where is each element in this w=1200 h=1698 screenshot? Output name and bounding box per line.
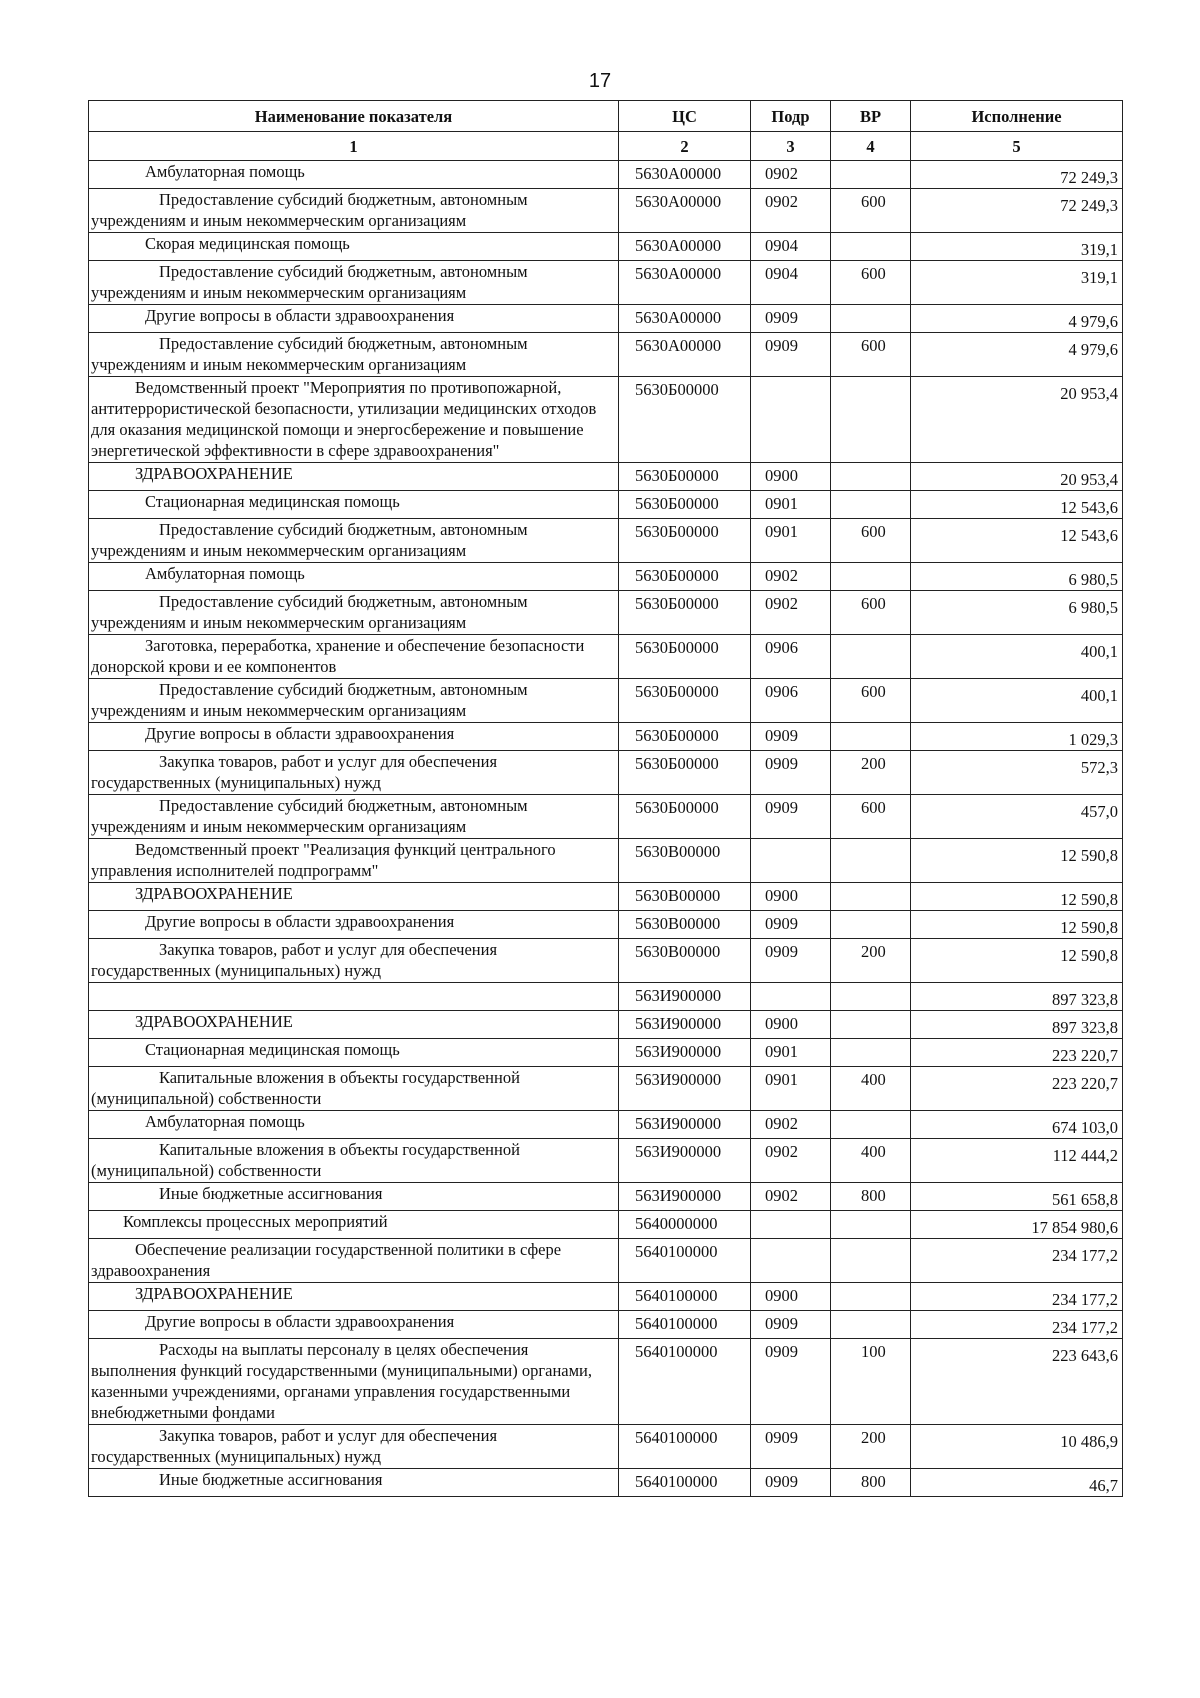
table-row — [89, 463, 1123, 491]
table-row — [89, 1239, 1123, 1283]
row-name: Предоставление субсидий бюджетным, автономным учреждениям и иным некоммерческим организациям — [89, 679, 619, 723]
row-cs: 5640000000 — [619, 1211, 751, 1239]
table-row — [89, 679, 1123, 723]
row-vr: 400 — [831, 1067, 911, 1111]
row-podr: 0901 — [751, 491, 831, 519]
row-podr: 0909 — [751, 723, 831, 751]
column-number: 3 — [751, 132, 831, 161]
row-podr: 0900 — [751, 883, 831, 911]
table-row — [89, 305, 1123, 333]
table-row — [89, 333, 1123, 377]
row-amount: 572,3 — [911, 751, 1123, 795]
row-cs: 5630В00000 — [619, 883, 751, 911]
row-amount: 457,0 — [911, 795, 1123, 839]
row-amount: 20 953,4 — [911, 463, 1123, 491]
row-podr: 0909 — [751, 795, 831, 839]
row-podr: 0909 — [751, 333, 831, 377]
row-podr: 0900 — [751, 1283, 831, 1311]
row-vr — [831, 883, 911, 911]
column-number: 4 — [831, 132, 911, 161]
row-name: Амбулаторная помощь — [89, 161, 619, 189]
row-vr — [831, 563, 911, 591]
row-vr: 200 — [831, 1425, 911, 1469]
row-cs: 5630Б00000 — [619, 723, 751, 751]
row-podr — [751, 839, 831, 883]
row-podr — [751, 983, 831, 1011]
table-row — [89, 261, 1123, 305]
row-podr: 0902 — [751, 1183, 831, 1211]
row-cs: 5640100000 — [619, 1283, 751, 1311]
row-cs: 5630А00000 — [619, 189, 751, 233]
row-amount: 12 590,8 — [911, 939, 1123, 983]
row-podr: 0902 — [751, 1111, 831, 1139]
table-header — [89, 101, 1123, 161]
table-row — [89, 795, 1123, 839]
row-vr — [831, 635, 911, 679]
table-row — [89, 189, 1123, 233]
row-vr — [831, 1311, 911, 1339]
row-podr: 0909 — [751, 1425, 831, 1469]
row-name — [89, 983, 619, 1011]
row-cs: 563И900000 — [619, 1183, 751, 1211]
row-podr — [751, 1211, 831, 1239]
header-cs: ЦС — [619, 101, 751, 132]
header-name: Наименование показателя — [89, 101, 619, 132]
table-row — [89, 723, 1123, 751]
row-cs: 5630А00000 — [619, 233, 751, 261]
row-vr — [831, 1211, 911, 1239]
table-row — [89, 377, 1123, 463]
table-row — [89, 751, 1123, 795]
row-amount: 234 177,2 — [911, 1311, 1123, 1339]
row-name: Предоставление субсидий бюджетным, автономным учреждениям и иным некоммерческим организациям — [89, 519, 619, 563]
row-amount: 561 658,8 — [911, 1183, 1123, 1211]
row-cs: 5630Б00000 — [619, 679, 751, 723]
row-podr: 0902 — [751, 161, 831, 189]
row-cs: 5630Б00000 — [619, 591, 751, 635]
row-name: Стационарная медицинская помощь — [89, 1039, 619, 1067]
row-cs: 563И900000 — [619, 1067, 751, 1111]
row-amount: 6 980,5 — [911, 563, 1123, 591]
row-podr: 0906 — [751, 679, 831, 723]
row-name: Иные бюджетные ассигнования — [89, 1469, 619, 1497]
row-podr: 0900 — [751, 463, 831, 491]
table-row — [89, 839, 1123, 883]
row-name: Скорая медицинская помощь — [89, 233, 619, 261]
row-name: Закупка товаров, работ и услуг для обеспечения государственных (муниципальных) нужд — [89, 751, 619, 795]
row-vr — [831, 377, 911, 463]
table-row — [89, 911, 1123, 939]
row-cs: 5630Б00000 — [619, 491, 751, 519]
row-cs: 5630Б00000 — [619, 377, 751, 463]
table-row — [89, 883, 1123, 911]
row-name: Ведомственный проект "Реализация функций центрального управления исполнителей подпрограмм" — [89, 839, 619, 883]
row-vr — [831, 723, 911, 751]
row-amount: 17 854 980,6 — [911, 1211, 1123, 1239]
table-row — [89, 491, 1123, 519]
row-amount: 12 543,6 — [911, 491, 1123, 519]
row-amount: 223 220,7 — [911, 1067, 1123, 1111]
row-name: Предоставление субсидий бюджетным, автономным учреждениям и иным некоммерческим организациям — [89, 189, 619, 233]
row-name: Расходы на выплаты персоналу в целях обеспечения выполнения функций государственными (муниципальными) органами, казенными учреждениями, органами управления государственными внебюджетными фондами — [89, 1339, 619, 1425]
row-vr — [831, 1239, 911, 1283]
column-number: 2 — [619, 132, 751, 161]
row-podr: 0909 — [751, 1339, 831, 1425]
row-podr — [751, 1239, 831, 1283]
row-vr — [831, 983, 911, 1011]
row-vr: 600 — [831, 333, 911, 377]
row-podr: 0902 — [751, 591, 831, 635]
page-number: 17 — [588, 70, 612, 92]
row-cs: 5630Б00000 — [619, 563, 751, 591]
table-row — [89, 1139, 1123, 1183]
row-name: ЗДРАВООХРАНЕНИЕ — [89, 883, 619, 911]
row-cs: 5630В00000 — [619, 911, 751, 939]
header-podr: Подр — [751, 101, 831, 132]
row-amount: 234 177,2 — [911, 1239, 1123, 1283]
table-row — [89, 1425, 1123, 1469]
row-podr: 0909 — [751, 1311, 831, 1339]
row-name: Ведомственный проект "Мероприятия по противопожарной, антитеррористической безопасности, утилизации медицинских отходов для оказания медицинской помощи и энергосбережение и повышение энергетической эффективности в сфере здравоохранения" — [89, 377, 619, 463]
row-name: ЗДРАВООХРАНЕНИЕ — [89, 463, 619, 491]
row-podr: 0909 — [751, 939, 831, 983]
table-row — [89, 1183, 1123, 1211]
row-amount: 12 590,8 — [911, 911, 1123, 939]
row-name: ЗДРАВООХРАНЕНИЕ — [89, 1283, 619, 1311]
row-name: Другие вопросы в области здравоохранения — [89, 305, 619, 333]
row-name: Амбулаторная помощь — [89, 1111, 619, 1139]
row-cs: 5640100000 — [619, 1469, 751, 1497]
header-vr: ВР — [831, 101, 911, 132]
table-row — [89, 635, 1123, 679]
row-amount: 20 953,4 — [911, 377, 1123, 463]
row-podr: 0909 — [751, 751, 831, 795]
row-amount: 319,1 — [911, 233, 1123, 261]
row-podr: 0901 — [751, 1039, 831, 1067]
row-amount: 12 590,8 — [911, 839, 1123, 883]
row-name: Капитальные вложения в объекты государственной (муниципальной) собственности — [89, 1067, 619, 1111]
row-name: ЗДРАВООХРАНЕНИЕ — [89, 1011, 619, 1039]
row-vr: 600 — [831, 795, 911, 839]
row-vr — [831, 1111, 911, 1139]
row-name: Амбулаторная помощь — [89, 563, 619, 591]
row-name: Другие вопросы в области здравоохранения — [89, 1311, 619, 1339]
row-amount: 72 249,3 — [911, 161, 1123, 189]
budget-table — [88, 100, 1123, 1497]
row-amount: 223 643,6 — [911, 1339, 1123, 1425]
row-vr — [831, 1039, 911, 1067]
row-vr: 600 — [831, 679, 911, 723]
row-cs: 5640100000 — [619, 1239, 751, 1283]
row-vr — [831, 839, 911, 883]
row-vr: 400 — [831, 1139, 911, 1183]
row-cs: 5630А00000 — [619, 161, 751, 189]
row-name: Закупка товаров, работ и услуг для обеспечения государственных (муниципальных) нужд — [89, 1425, 619, 1469]
row-podr: 0902 — [751, 189, 831, 233]
row-name: Закупка товаров, работ и услуг для обеспечения государственных (муниципальных) нужд — [89, 939, 619, 983]
row-vr: 100 — [831, 1339, 911, 1425]
row-podr: 0909 — [751, 911, 831, 939]
row-name: Иные бюджетные ассигнования — [89, 1183, 619, 1211]
row-name: Капитальные вложения в объекты государственной (муниципальной) собственности — [89, 1139, 619, 1183]
row-cs: 5630В00000 — [619, 839, 751, 883]
row-vr: 200 — [831, 751, 911, 795]
row-name: Стационарная медицинская помощь — [89, 491, 619, 519]
row-cs: 563И900000 — [619, 1011, 751, 1039]
row-amount: 234 177,2 — [911, 1283, 1123, 1311]
row-amount: 4 979,6 — [911, 305, 1123, 333]
row-podr: 0904 — [751, 233, 831, 261]
row-podr: 0906 — [751, 635, 831, 679]
row-amount: 10 486,9 — [911, 1425, 1123, 1469]
row-name: Комплексы процессных мероприятий — [89, 1211, 619, 1239]
row-amount: 897 323,8 — [911, 983, 1123, 1011]
table-row — [89, 161, 1123, 189]
table-row — [89, 519, 1123, 563]
row-podr: 0904 — [751, 261, 831, 305]
row-cs: 5640100000 — [619, 1425, 751, 1469]
row-name: Обеспечение реализации государственной политики в сфере здравоохранения — [89, 1239, 619, 1283]
row-vr — [831, 1283, 911, 1311]
table-row — [89, 1339, 1123, 1425]
row-amount: 223 220,7 — [911, 1039, 1123, 1067]
row-cs: 5640100000 — [619, 1339, 751, 1425]
row-cs: 5630А00000 — [619, 305, 751, 333]
row-name: Предоставление субсидий бюджетным, автономным учреждениям и иным некоммерческим организациям — [89, 795, 619, 839]
table-row — [89, 1011, 1123, 1039]
row-cs: 563И900000 — [619, 1111, 751, 1139]
row-podr: 0901 — [751, 519, 831, 563]
table-row — [89, 233, 1123, 261]
row-vr: 600 — [831, 591, 911, 635]
row-podr: 0902 — [751, 1139, 831, 1183]
table-row — [89, 1469, 1123, 1497]
row-cs: 5630А00000 — [619, 261, 751, 305]
row-podr — [751, 377, 831, 463]
row-amount: 6 980,5 — [911, 591, 1123, 635]
header-row — [89, 101, 1123, 132]
row-cs: 5630Б00000 — [619, 635, 751, 679]
row-vr: 600 — [831, 519, 911, 563]
row-name: Заготовка, переработка, хранение и обеспечение безопасности донорской крови и ее компонентов — [89, 635, 619, 679]
table-row — [89, 983, 1123, 1011]
row-name: Другие вопросы в области здравоохранения — [89, 723, 619, 751]
row-amount: 400,1 — [911, 635, 1123, 679]
row-amount: 674 103,0 — [911, 1111, 1123, 1139]
row-amount: 72 249,3 — [911, 189, 1123, 233]
row-amount: 319,1 — [911, 261, 1123, 305]
row-cs: 563И900000 — [619, 1139, 751, 1183]
row-cs: 5640100000 — [619, 1311, 751, 1339]
row-amount: 897 323,8 — [911, 1011, 1123, 1039]
row-vr — [831, 1011, 911, 1039]
row-vr — [831, 161, 911, 189]
column-number: 1 — [89, 132, 619, 161]
row-cs: 5630Б00000 — [619, 751, 751, 795]
row-name: Предоставление субсидий бюджетным, автономным учреждениям и иным некоммерческим организациям — [89, 333, 619, 377]
row-name: Другие вопросы в области здравоохранения — [89, 911, 619, 939]
table-row — [89, 1067, 1123, 1111]
row-vr — [831, 463, 911, 491]
row-amount: 400,1 — [911, 679, 1123, 723]
row-podr: 0902 — [751, 563, 831, 591]
row-cs: 5630Б00000 — [619, 519, 751, 563]
row-vr: 800 — [831, 1183, 911, 1211]
row-amount: 12 543,6 — [911, 519, 1123, 563]
row-vr — [831, 491, 911, 519]
table-row — [89, 563, 1123, 591]
table-row — [89, 939, 1123, 983]
table-body — [89, 161, 1123, 1497]
table-row — [89, 1311, 1123, 1339]
row-vr: 200 — [831, 939, 911, 983]
row-podr: 0909 — [751, 1469, 831, 1497]
table-row — [89, 591, 1123, 635]
row-vr — [831, 911, 911, 939]
row-amount: 112 444,2 — [911, 1139, 1123, 1183]
row-vr: 800 — [831, 1469, 911, 1497]
table-row — [89, 1039, 1123, 1067]
row-amount: 1 029,3 — [911, 723, 1123, 751]
row-vr: 600 — [831, 189, 911, 233]
row-cs: 5630В00000 — [619, 939, 751, 983]
row-name: Предоставление субсидий бюджетным, автономным учреждениям и иным некоммерческим организациям — [89, 591, 619, 635]
row-cs: 5630А00000 — [619, 333, 751, 377]
row-vr: 600 — [831, 261, 911, 305]
row-cs: 563И900000 — [619, 1039, 751, 1067]
row-podr: 0909 — [751, 305, 831, 333]
row-cs: 5630Б00000 — [619, 795, 751, 839]
row-cs: 563И900000 — [619, 983, 751, 1011]
column-number-row — [89, 132, 1123, 161]
row-podr: 0900 — [751, 1011, 831, 1039]
table-row — [89, 1111, 1123, 1139]
table-row — [89, 1283, 1123, 1311]
column-number: 5 — [911, 132, 1123, 161]
row-name: Предоставление субсидий бюджетным, автономным учреждениям и иным некоммерческим организациям — [89, 261, 619, 305]
header-amount: Исполнение — [911, 101, 1123, 132]
row-amount: 4 979,6 — [911, 333, 1123, 377]
row-cs: 5630Б00000 — [619, 463, 751, 491]
row-podr: 0901 — [751, 1067, 831, 1111]
row-vr — [831, 305, 911, 333]
row-vr — [831, 233, 911, 261]
table-row — [89, 1211, 1123, 1239]
row-amount: 46,7 — [911, 1469, 1123, 1497]
row-amount: 12 590,8 — [911, 883, 1123, 911]
